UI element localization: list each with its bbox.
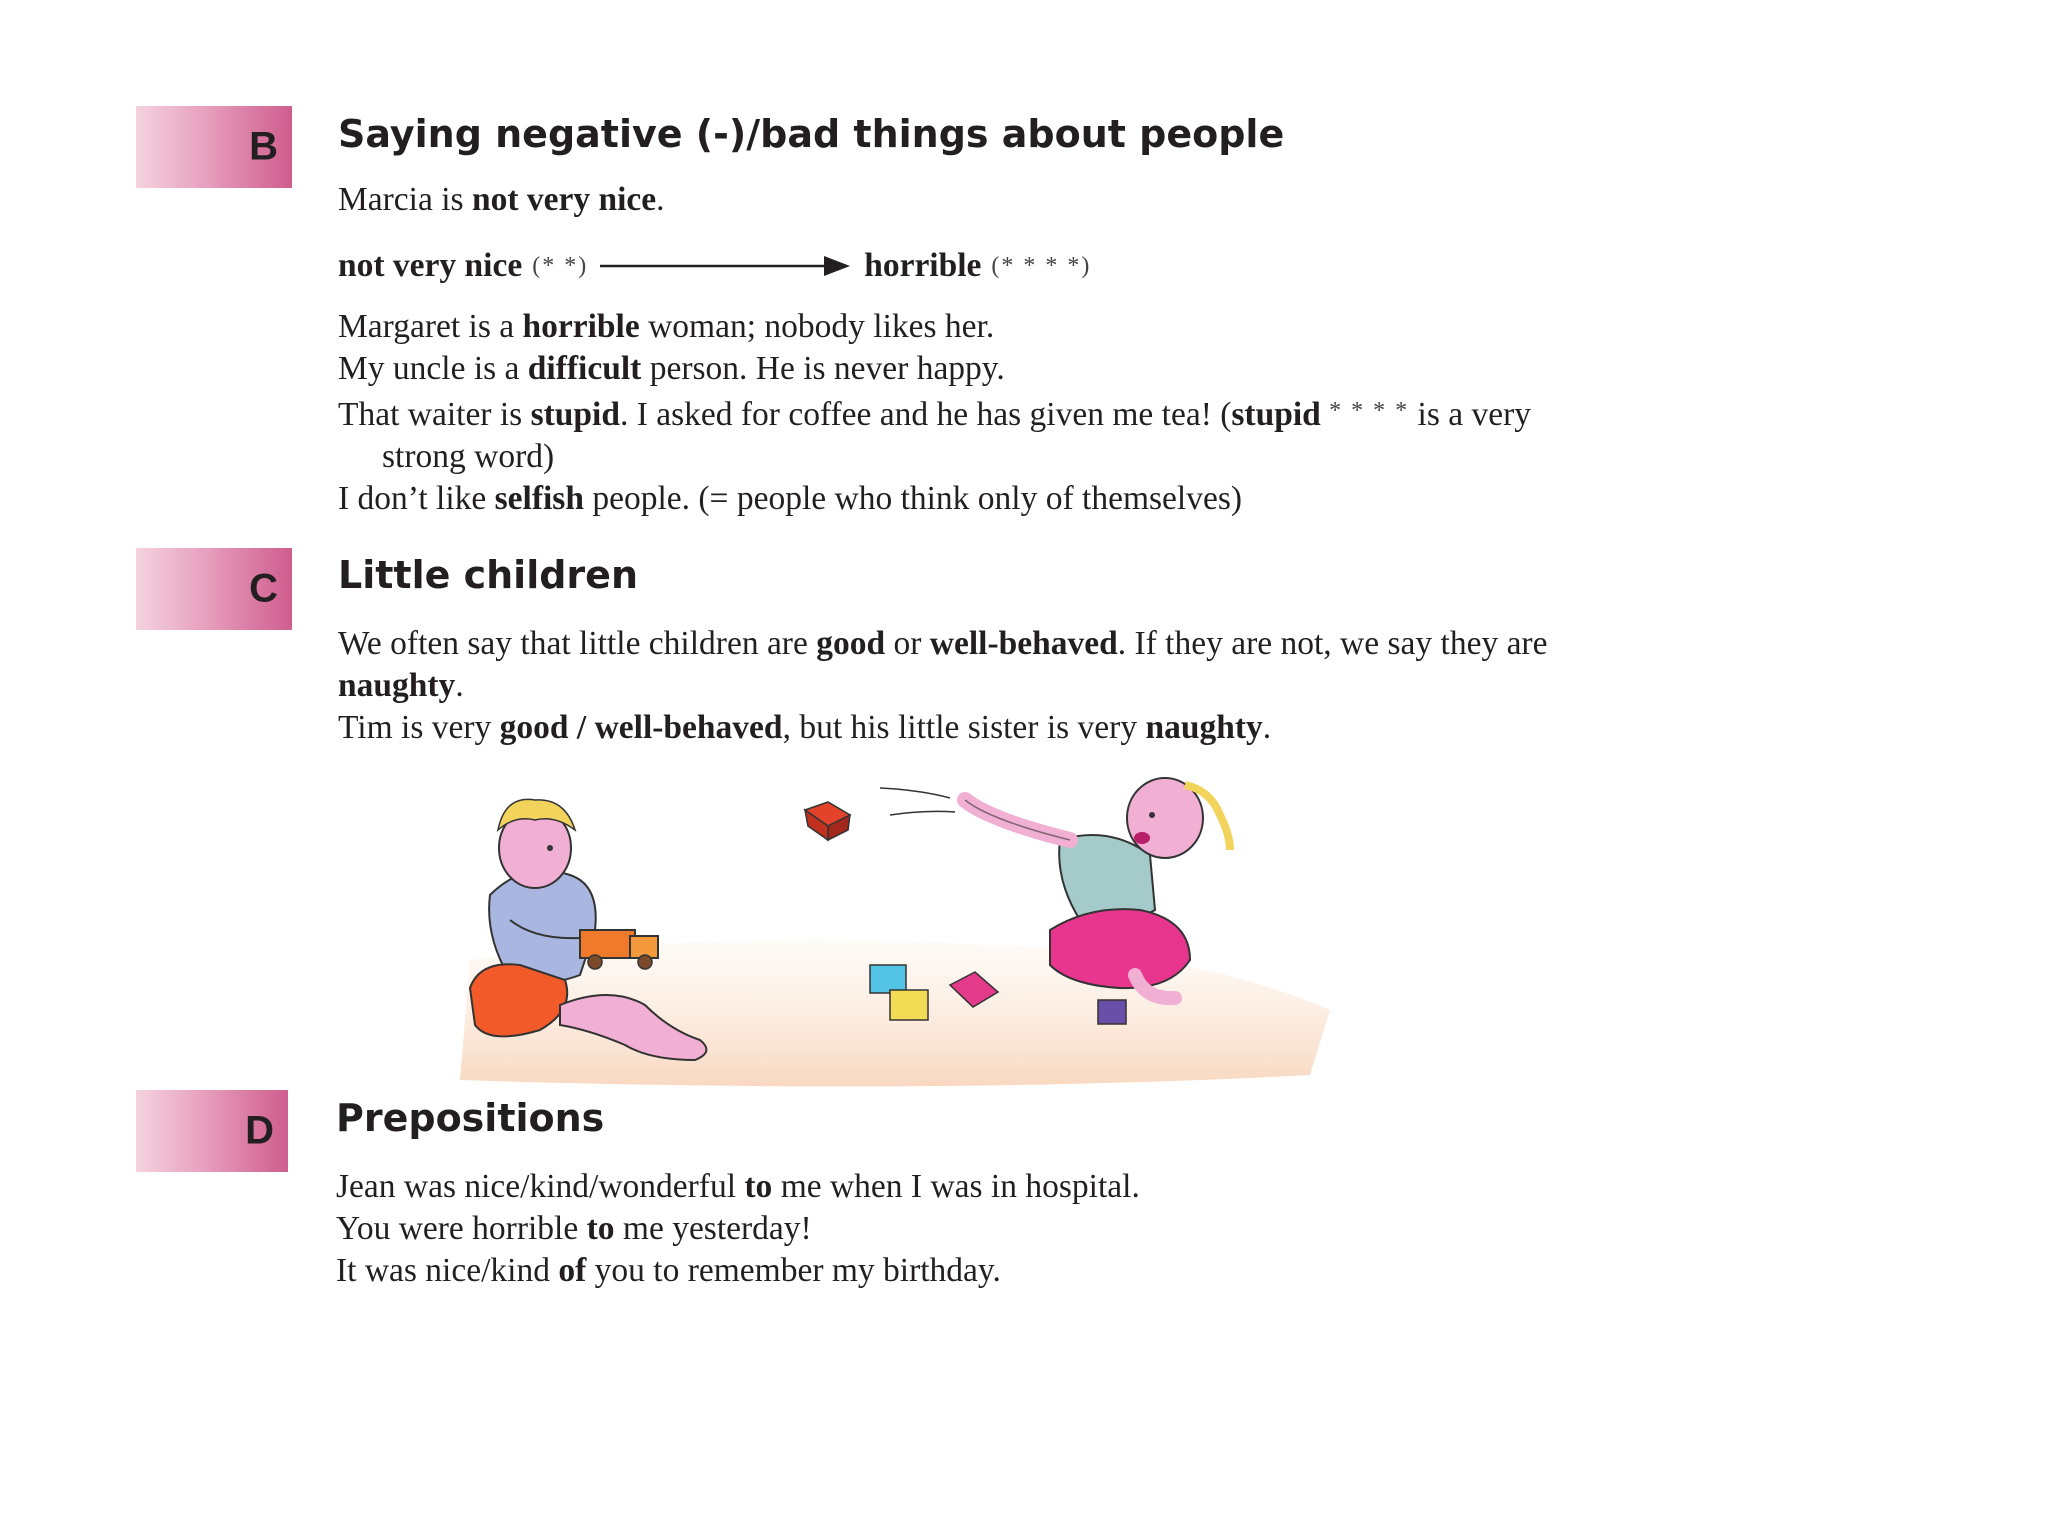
intensity-scale <box>338 238 1091 294</box>
bold-word: to <box>586 1210 615 1247</box>
section-d-marker <box>136 1090 288 1172</box>
sentence <box>338 478 1531 520</box>
text: woman; nobody likes her. <box>639 308 995 345</box>
sentence-continuation <box>338 665 1547 707</box>
bold-word: difficult <box>527 350 642 387</box>
stars: * * * * <box>1329 398 1410 424</box>
bold-word: horrible <box>522 308 640 345</box>
text: . <box>1262 709 1272 746</box>
text: That waiter is <box>338 396 531 433</box>
section-b-title: Saying negative (-)/bad things about people <box>338 112 1285 156</box>
bold-word: good / well-behaved <box>499 709 783 746</box>
text: Marcia is <box>338 181 472 218</box>
text: , but his little sister is very <box>782 709 1146 746</box>
arrow-right-icon <box>600 252 850 280</box>
text: Jean was nice/kind/wonderful <box>336 1168 745 1205</box>
children-playing-illustration <box>430 760 1330 1100</box>
section-c-marker <box>136 548 292 630</box>
bold-word: stupid <box>1231 396 1321 433</box>
scale-to-word: horrible <box>864 247 982 284</box>
text: is a very <box>1409 396 1532 433</box>
bold-word: to <box>744 1168 773 1205</box>
section-c-letter: C <box>249 566 278 611</box>
bold-word: stupid <box>530 396 620 433</box>
bold-word: selfish <box>494 480 584 517</box>
bold-word: good <box>816 625 886 662</box>
section-d-letter: D <box>245 1108 274 1153</box>
text: . <box>656 181 665 218</box>
sentence <box>336 1250 1140 1292</box>
section-b-marker <box>136 106 292 188</box>
bold-word: well-behaved <box>929 625 1118 662</box>
text: We often say that little children are <box>338 625 817 662</box>
text: . I asked for coffee and he has given me tea! ( <box>619 396 1232 433</box>
sentence <box>336 1208 1140 1250</box>
text: My uncle is a <box>338 350 528 387</box>
text: . <box>455 667 464 704</box>
text: or <box>885 625 930 662</box>
text: You were horrible <box>336 1210 587 1247</box>
bold-word: not very nice <box>471 181 657 218</box>
section-d-text <box>336 1166 1140 1292</box>
text: Margaret is a <box>338 308 523 345</box>
section-b-letter: B <box>249 124 278 169</box>
thrown-block <box>805 802 850 840</box>
text: . If they are not, we say they are <box>1117 625 1548 662</box>
text: me yesterday! <box>614 1210 812 1247</box>
text: Tim is very <box>338 709 500 746</box>
section-b-sentences <box>338 306 1531 520</box>
section-c-title: Little children <box>338 553 638 597</box>
section-d-title: Prepositions <box>336 1096 605 1140</box>
section-b-intro <box>338 179 665 221</box>
scale-from-word: not very nice <box>338 247 523 284</box>
sentence <box>338 348 1531 390</box>
sentence <box>338 390 1531 436</box>
text: person. He is never happy. <box>641 350 1005 387</box>
bold-word: of <box>558 1252 587 1289</box>
section-c-text <box>338 623 1547 749</box>
sentence <box>336 1166 1140 1208</box>
scale-to-stars: (* * * *) <box>991 252 1092 279</box>
text: you to remember my birthday. <box>586 1252 1001 1289</box>
sentence <box>338 707 1547 749</box>
sentence <box>338 623 1547 665</box>
bold-word: naughty <box>338 667 456 704</box>
text: me when I was in hospital. <box>772 1168 1140 1205</box>
bold-word: naughty <box>1145 709 1263 746</box>
scale-from-stars: (* *) <box>532 252 589 279</box>
sentence-continuation: strong word) <box>382 438 555 475</box>
sentence <box>338 306 1531 348</box>
text: people. (= people who think only of themselves) <box>583 480 1243 517</box>
text: It was nice/kind <box>336 1252 559 1289</box>
text: I don’t like <box>338 480 495 517</box>
